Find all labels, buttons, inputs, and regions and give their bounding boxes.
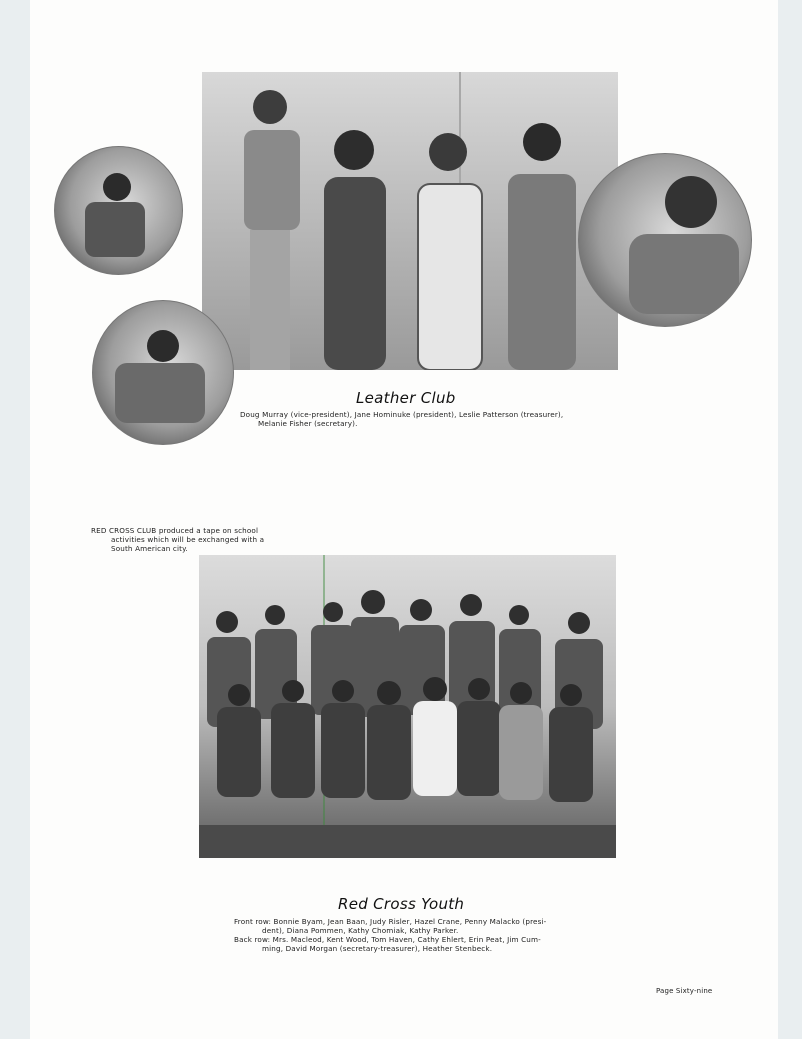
yearbook-page — [30, 0, 778, 1039]
back-row-line2: ming, David Morgan (secretary-treasurer), Heather Stenbeck. — [262, 944, 493, 953]
red-cross-group-photo — [199, 555, 616, 858]
red-cross-youth-names — [234, 917, 574, 953]
leather-club-group-photo — [202, 72, 618, 370]
front-row-line1: Front row: Bonnie Byam, Jean Baan, Judy Risler, Hazel Crane, Penny Malacko (presi- — [234, 917, 547, 926]
inset-photo-bottom-left — [92, 300, 234, 445]
front-row-line2: dent), Diana Pommen, Kathy Chomiak, Kathy Parker. — [262, 926, 459, 935]
page-number: Page Sixty-nine — [656, 987, 713, 995]
inset-photo-top-left — [54, 146, 183, 275]
red-cross-club-note — [91, 526, 311, 553]
leather-club-names — [240, 410, 600, 428]
leather-club-title: Leather Club — [356, 389, 456, 407]
red-cross-note-line2: activities which will be exchanged with a — [111, 535, 265, 544]
inset-photo-right — [578, 153, 752, 327]
leather-club-names-line1: Doug Murray (vice-president), Jane Hominuke (president), Leslie Patterson (treasurer), — [240, 410, 564, 419]
red-cross-youth-title: Red Cross Youth — [338, 895, 465, 913]
red-cross-note-line3: South American city. — [111, 544, 188, 553]
red-cross-note-line1: RED CROSS CLUB produced a tape on school — [91, 526, 259, 535]
back-row-line1: Back row: Mrs. Macleod, Kent Wood, Tom Haven, Cathy Ehlert, Erin Peat, Jim Cum- — [234, 935, 541, 944]
leather-club-names-line2: Melanie Fisher (secretary). — [258, 419, 358, 428]
